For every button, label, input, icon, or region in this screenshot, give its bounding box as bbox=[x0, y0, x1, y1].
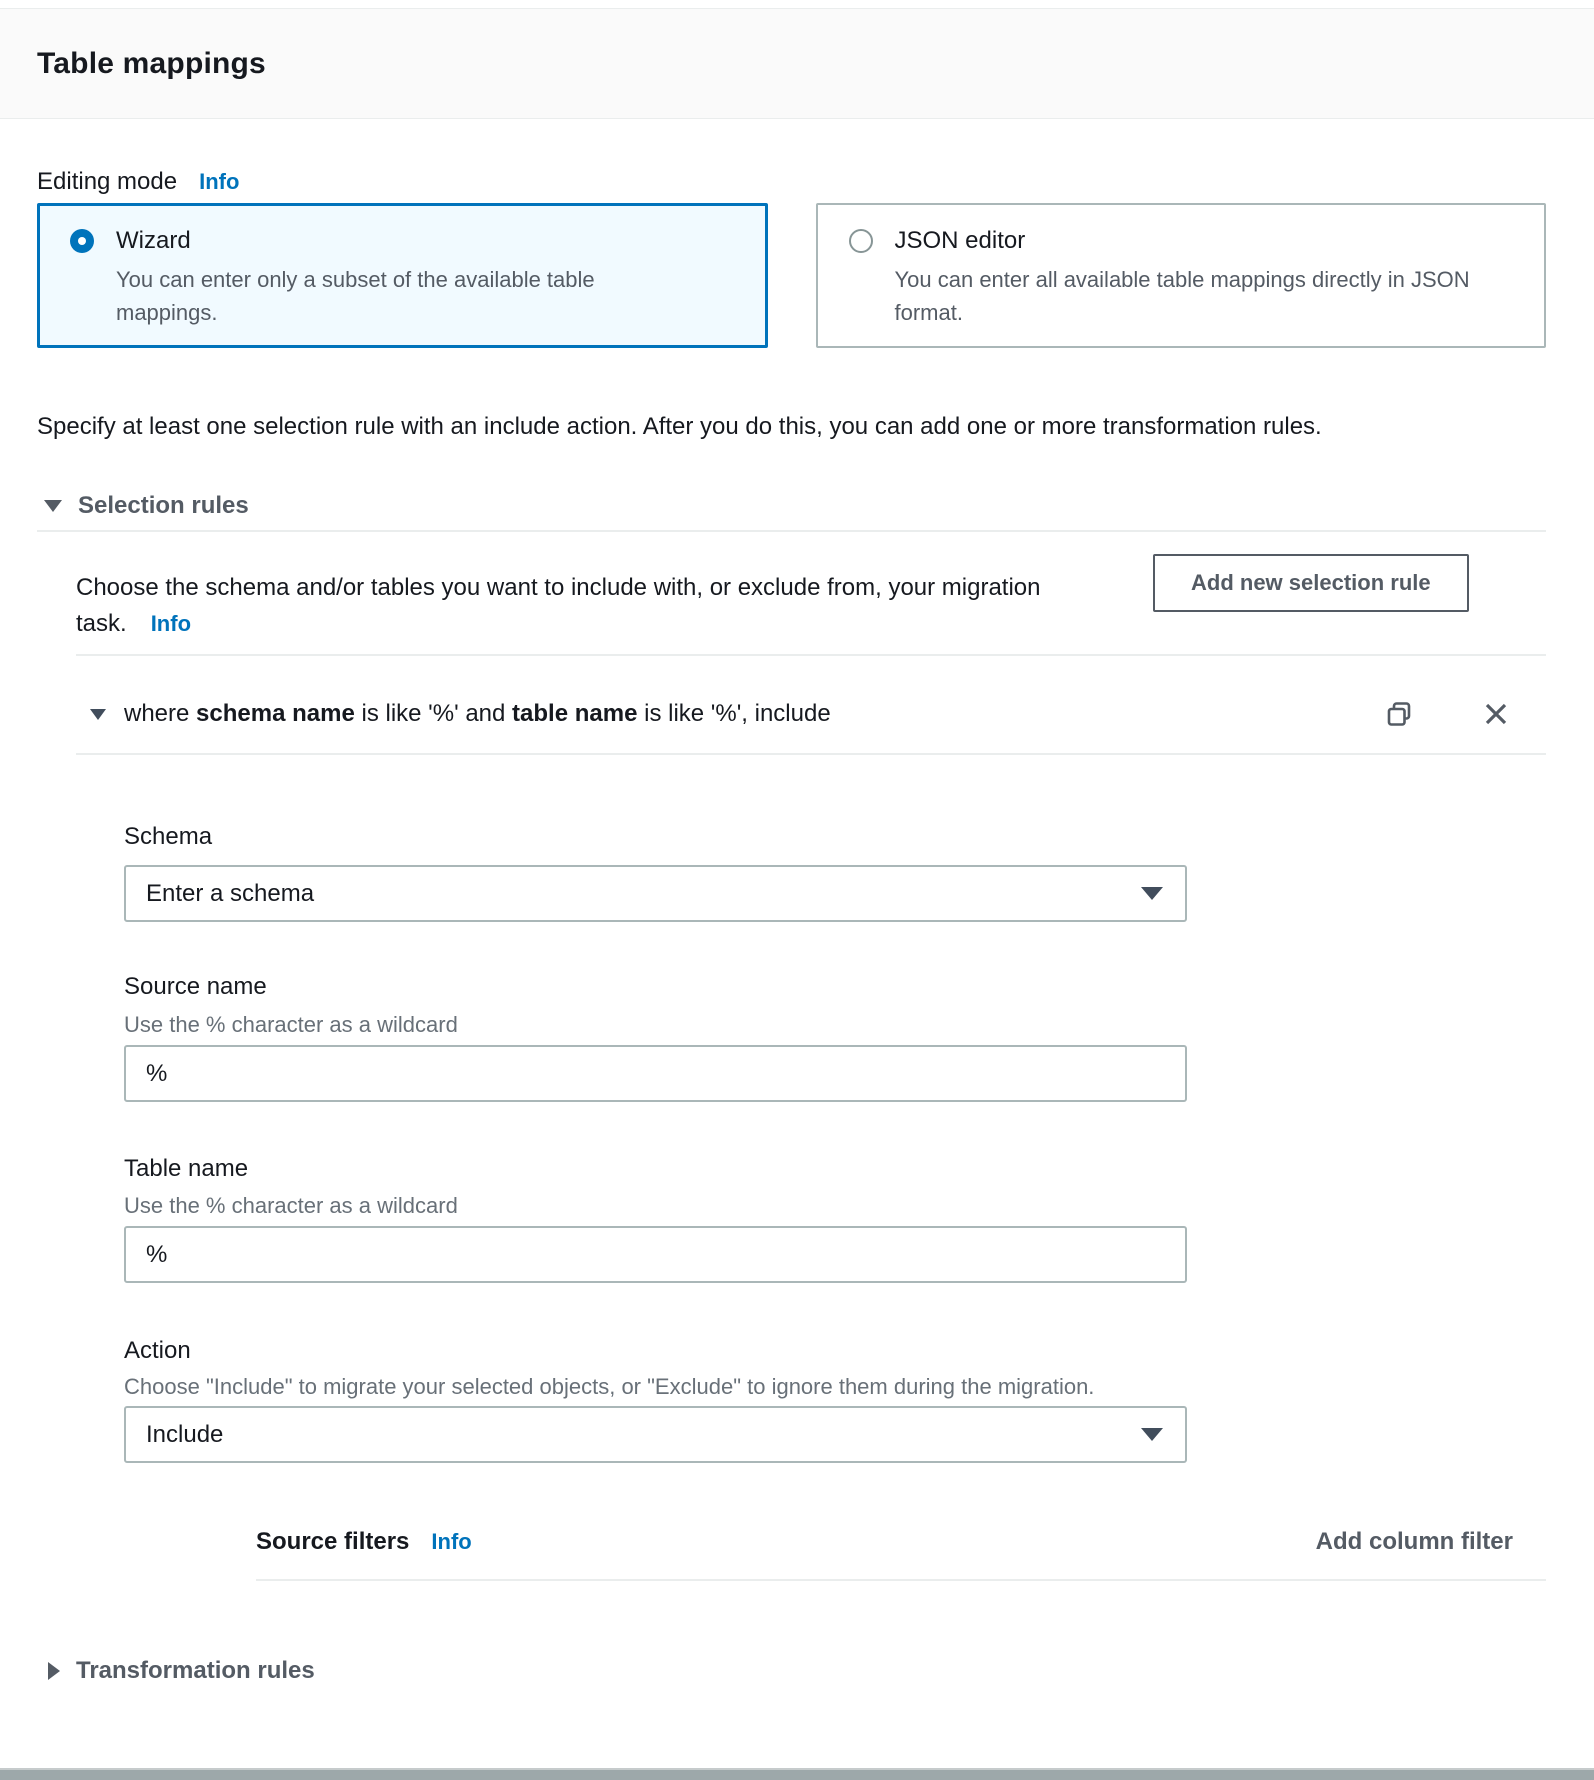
add-new-selection-rule-button[interactable]: Add new selection rule bbox=[1153, 554, 1469, 612]
json-editor-radio-row bbox=[849, 227, 1515, 255]
schema-label: Schema bbox=[124, 823, 213, 850]
wizard-mode-card[interactable] bbox=[37, 203, 768, 348]
copy-icon bbox=[1383, 698, 1415, 730]
section-header-bar bbox=[0, 8, 1594, 119]
action-select[interactable] bbox=[124, 1406, 1187, 1463]
horizontal-scrollbar[interactable] bbox=[0, 1768, 1594, 1780]
schema-select[interactable] bbox=[124, 865, 1187, 922]
json-editor-mode-card[interactable] bbox=[816, 203, 1547, 348]
dropdown-caret-icon bbox=[1141, 887, 1163, 900]
editing-mode-label: Editing mode bbox=[37, 168, 178, 195]
top-strip bbox=[0, 0, 1594, 8]
wizard-radio-row bbox=[70, 227, 736, 255]
selection-rule-row bbox=[37, 696, 1546, 732]
selection-rule-form bbox=[124, 823, 1546, 1463]
editing-mode-info-link[interactable]: Info bbox=[199, 169, 240, 194]
source-filters-row bbox=[256, 1525, 1546, 1559]
selection-rules-title: Selection rules bbox=[78, 492, 249, 519]
selection-rules-header-row bbox=[76, 570, 1546, 642]
transformation-rules-title: Transformation rules bbox=[76, 1657, 315, 1684]
selection-rules-intro-text: Specify at least one selection rule with an include action. After you do this, you can add one or more transformation rules. bbox=[37, 413, 1322, 440]
divider bbox=[76, 654, 1546, 656]
rule-summary-schema-name: schema name bbox=[196, 700, 355, 727]
rule-chevron-down-icon[interactable] bbox=[90, 709, 106, 720]
transformation-rules-expander[interactable] bbox=[48, 1657, 1546, 1685]
schema-select-value: Enter a schema bbox=[146, 879, 315, 907]
wizard-radio-selected-icon[interactable] bbox=[70, 229, 94, 253]
divider bbox=[37, 530, 1546, 532]
selection-rules-info-link[interactable]: Info bbox=[150, 611, 192, 636]
rule-summary-where: where bbox=[124, 700, 197, 727]
divider bbox=[76, 753, 1546, 755]
action-select-value: Include bbox=[146, 1420, 224, 1448]
wizard-radio-label: Wizard bbox=[116, 227, 191, 254]
json-editor-description: You can enter all available table mappings directly in JSON format. bbox=[894, 267, 1470, 325]
table-name-hint: Use the % character as a wildcard bbox=[124, 1193, 458, 1218]
chevron-right-icon bbox=[48, 1662, 60, 1680]
source-filters-label: Source filters bbox=[256, 1528, 410, 1555]
editing-mode-options bbox=[37, 203, 1546, 348]
page-title: Table mappings bbox=[37, 46, 266, 80]
close-icon bbox=[1480, 698, 1512, 730]
selection-rules-description bbox=[76, 570, 1066, 642]
divider bbox=[256, 1579, 1546, 1581]
selection-rules-description-text: Choose the schema and/or tables you want to include with, or exclude from, your migration task. bbox=[76, 574, 1041, 637]
remove-rule-button[interactable] bbox=[1480, 698, 1512, 733]
action-label: Action bbox=[124, 1337, 191, 1364]
json-editor-radio-unselected-icon[interactable] bbox=[849, 229, 873, 253]
table-name-input[interactable] bbox=[124, 1226, 1187, 1283]
rule-summary-op2: is like '%', include bbox=[637, 700, 831, 727]
rule-summary-table-name: table name bbox=[512, 700, 638, 727]
chevron-down-icon bbox=[44, 500, 62, 512]
action-hint: Choose "Include" to migrate your selected objects, or "Exclude" to ignore them during the migration. bbox=[124, 1374, 1095, 1399]
source-name-input[interactable] bbox=[124, 1045, 1187, 1102]
wizard-description: You can enter only a subset of the available table mappings. bbox=[116, 267, 595, 325]
dropdown-caret-icon bbox=[1141, 1428, 1163, 1441]
table-mappings-panel bbox=[0, 167, 1594, 1685]
json-editor-radio-label: JSON editor bbox=[894, 227, 1026, 254]
source-filters-info-link[interactable]: Info bbox=[431, 1529, 472, 1554]
source-name-hint: Use the % character as a wildcard bbox=[124, 1012, 458, 1037]
source-name-label: Source name bbox=[124, 973, 267, 1000]
table-name-label: Table name bbox=[124, 1155, 249, 1182]
copy-rule-button[interactable] bbox=[1383, 698, 1415, 733]
rule-summary-op1: is like '%' and bbox=[354, 700, 513, 727]
add-column-filter-button[interactable]: Add column filter bbox=[1315, 1528, 1513, 1555]
rule-summary bbox=[124, 700, 831, 728]
editing-mode-row bbox=[37, 167, 1546, 197]
selection-rules-expander[interactable] bbox=[44, 492, 1546, 520]
